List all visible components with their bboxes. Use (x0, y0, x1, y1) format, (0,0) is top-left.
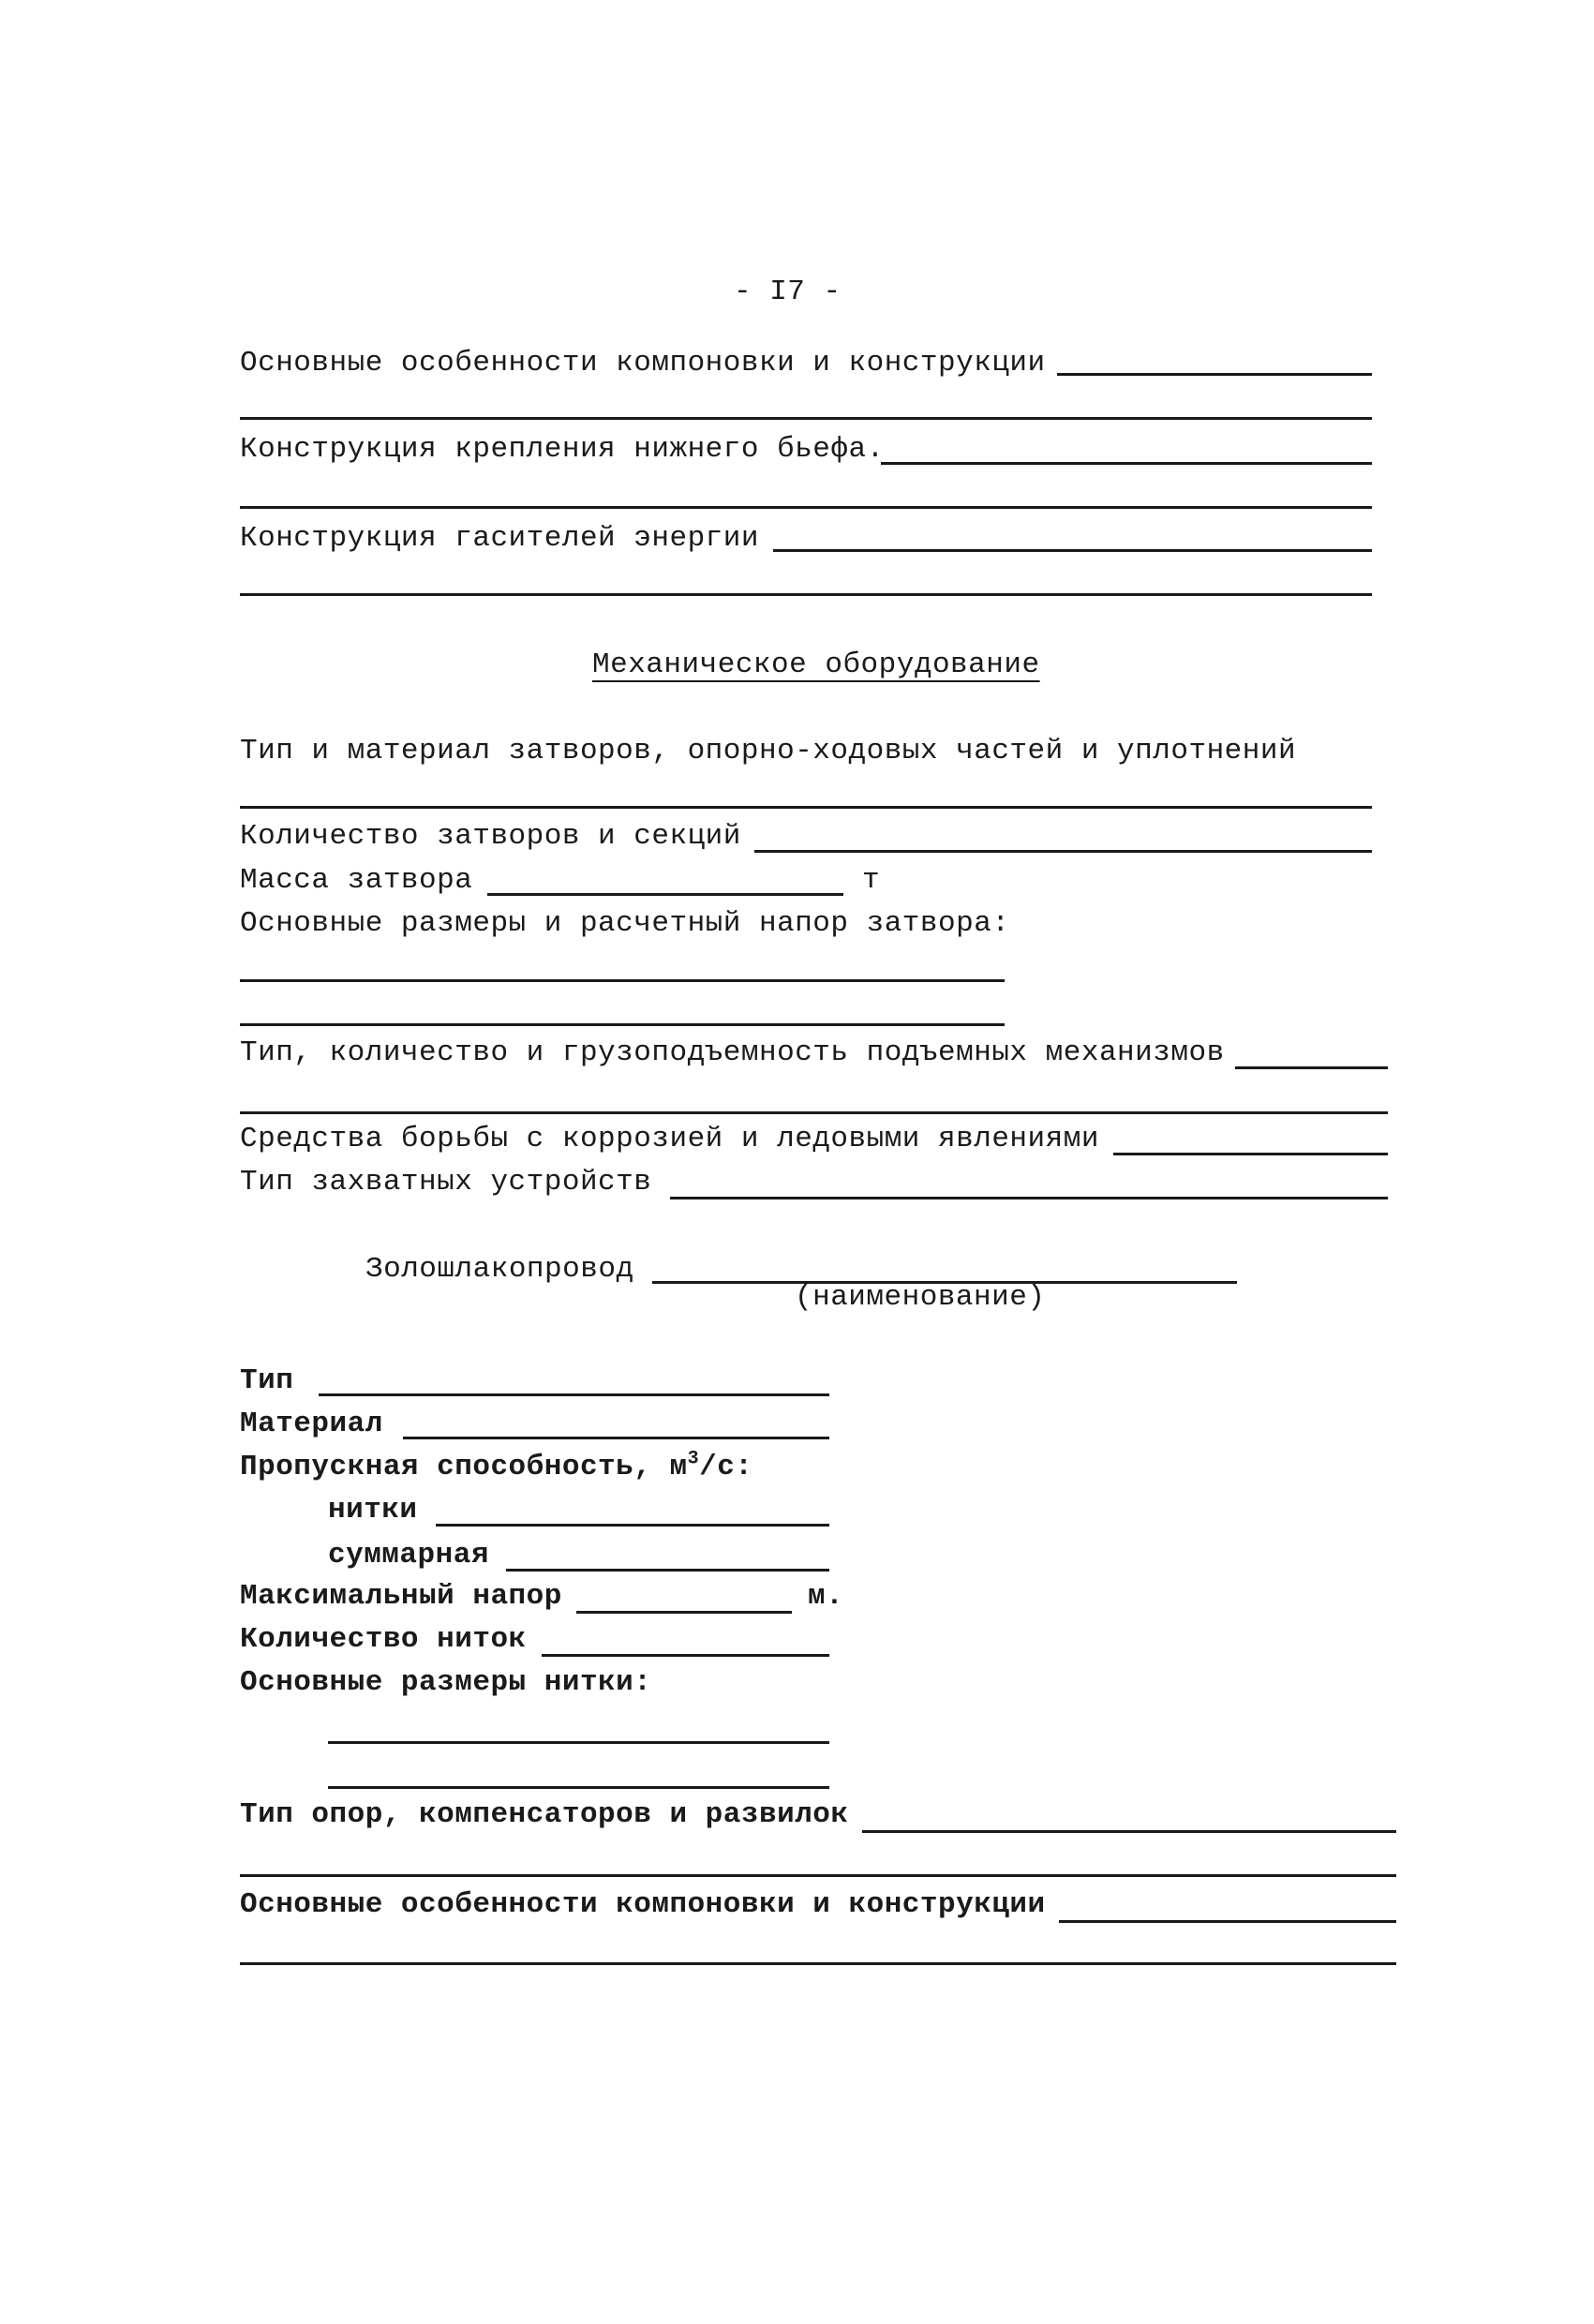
label-strands: нитки (328, 1494, 418, 1527)
field-max-head[interactable] (576, 1611, 792, 1614)
field-layout-features-pipeline[interactable] (1059, 1920, 1396, 1923)
label-max-head: Максимальный напор (240, 1580, 562, 1613)
label-layout-features-pipeline: Основные особенности компоновки и конструкции (240, 1888, 1046, 1921)
page-number: - I7 - (734, 276, 842, 308)
field-gate-count[interactable] (754, 850, 1372, 853)
label-grip: Тип захватных устройств (240, 1166, 652, 1199)
label-strand-count: Количество ниток (240, 1623, 527, 1656)
field-strand-dimensions-2[interactable] (328, 1786, 829, 1789)
field-corrosion[interactable] (1113, 1153, 1388, 1155)
field-type[interactable] (319, 1393, 829, 1396)
field-supports[interactable] (862, 1830, 1396, 1833)
label-downstream-fastening: Конструкция крепления нижнего бьефа. (240, 433, 885, 466)
field-strands[interactable] (436, 1524, 829, 1527)
field-gate-dimensions-2[interactable] (240, 1023, 1005, 1026)
field-material[interactable] (403, 1437, 829, 1439)
unit-max-head: м. (808, 1580, 844, 1613)
field-strand-dimensions-1[interactable] (328, 1741, 829, 1744)
field-energy-dampers-cont[interactable] (240, 593, 1372, 596)
caption-pipeline-name: (наименование) (795, 1281, 1046, 1314)
label-gate-count: Количество затворов и секций (240, 820, 741, 853)
capacity-sup: 3 (687, 1448, 700, 1470)
field-gate-dimensions-1[interactable] (240, 979, 1005, 982)
field-total[interactable] (506, 1569, 829, 1572)
label-gate-type: Тип и материал затворов, опорно-ходовых частей и уплотнений (240, 735, 1297, 767)
field-layout-features-pipeline-cont[interactable] (240, 1962, 1396, 1965)
label-lifting: Тип, количество и грузоподъемность подъемных механизмов (240, 1036, 1225, 1069)
label-corrosion: Средства борьбы с коррозией и ледовыми явлениями (240, 1123, 1099, 1155)
label-strand-dimensions: Основные размеры нитки: (240, 1666, 652, 1699)
heading-pipeline: Золошлакопровод (365, 1253, 634, 1286)
field-energy-dampers[interactable] (773, 549, 1372, 552)
field-downstream-fastening[interactable] (881, 462, 1372, 465)
field-gate-type[interactable] (240, 806, 1372, 809)
label-gate-dimensions: Основные размеры и расчетный напор затвора: (240, 907, 1010, 940)
unit-gate-mass: т (862, 864, 881, 897)
field-layout-features[interactable] (1057, 373, 1372, 376)
field-supports-cont[interactable] (240, 1874, 1396, 1877)
field-strand-count[interactable] (542, 1654, 829, 1657)
label-layout-features: Основные особенности компоновки и конструкции (240, 347, 1046, 380)
label-supports: Тип опор, компенсаторов и развилок (240, 1798, 849, 1831)
field-gate-mass[interactable] (487, 893, 843, 896)
field-layout-features-cont[interactable] (240, 417, 1372, 420)
capacity-tail: /с: (699, 1451, 753, 1483)
field-lifting[interactable] (1235, 1066, 1388, 1069)
label-gate-mass: Масса затвора (240, 864, 473, 897)
capacity-text: Пропускная способность, м (240, 1451, 688, 1483)
label-total: суммарная (328, 1539, 489, 1572)
field-downstream-fastening-cont[interactable] (240, 506, 1372, 509)
label-material: Материал (240, 1408, 383, 1440)
heading-mechanical: Механическое оборудование (592, 648, 1040, 681)
label-energy-dampers: Конструкция гасителей энергии (240, 522, 759, 555)
label-capacity (240, 1449, 752, 1486)
label-type: Тип (240, 1364, 294, 1397)
field-lifting-cont[interactable] (240, 1111, 1388, 1114)
field-grip[interactable] (670, 1197, 1388, 1199)
